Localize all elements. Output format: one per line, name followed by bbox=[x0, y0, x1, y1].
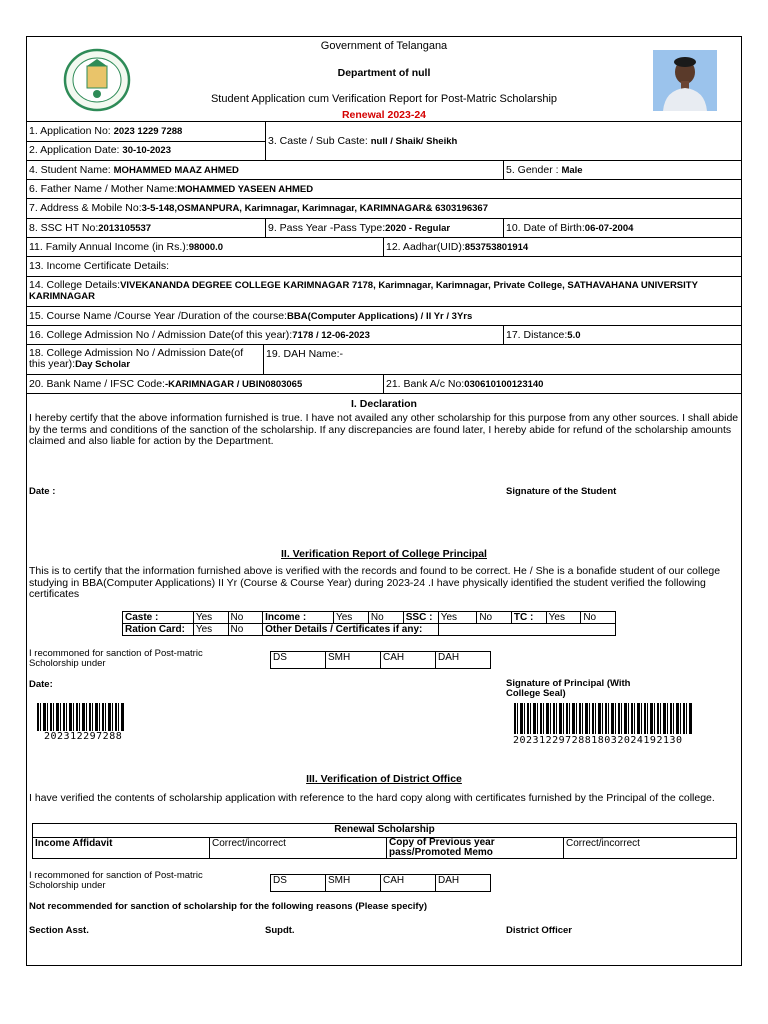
affidavit-status: Correct/incorrect bbox=[210, 838, 387, 859]
student-name-field: 4. Student Name: MOHAMMED MAAZ AHMED bbox=[29, 164, 239, 176]
row-divider bbox=[26, 141, 265, 142]
dob-field: 10. Date of Birth:06-07-2004 bbox=[506, 222, 634, 234]
smh-cell: SMH bbox=[326, 652, 381, 669]
course-field: 15. Course Name /Course Year /Duration of the course:BBA(Computer Applications) / II Yr / 3Yrs bbox=[29, 310, 473, 322]
principal-scheme-table bbox=[270, 651, 491, 669]
memo-label: Copy of Previous year pass/Promoted Memo bbox=[387, 838, 564, 859]
row-divider bbox=[26, 198, 742, 199]
pass-year-field: 9. Pass Year -Pass Type:2020 - Regular bbox=[268, 222, 451, 234]
dah-cell: DAH bbox=[436, 652, 491, 669]
cah-cell: CAH bbox=[381, 652, 436, 669]
no-cell: No bbox=[581, 612, 616, 624]
yes-cell: Yes bbox=[193, 612, 228, 624]
no-cell: No bbox=[228, 612, 263, 624]
row-divider bbox=[26, 218, 742, 219]
yes-cell: Yes bbox=[546, 612, 581, 624]
income-field: 11. Family Annual Income (in Rs.):98000.0 bbox=[29, 241, 224, 253]
principal-recommend-text: I recommoned for sanction of Post-matric Scholorship under bbox=[29, 648, 203, 669]
no-cell: No bbox=[477, 612, 512, 624]
col-divider bbox=[503, 325, 504, 344]
income-cert-label: Income : bbox=[263, 612, 334, 624]
certificates-table bbox=[122, 611, 616, 636]
section-asst-label: Section Asst. bbox=[29, 925, 89, 936]
address-field: 7. Address & Mobile No:3-5-148,OSMANPURA, Karimnagar, Karimnagar, KARIMNAGAR& 6303196367 bbox=[29, 202, 488, 214]
application-date-field: 2. Application Date: 30-10-2023 bbox=[29, 144, 172, 156]
renewal-title: Renewal Scholarship bbox=[33, 824, 737, 838]
ds-cell: DS bbox=[271, 652, 326, 669]
college-details-field: 14. College Details:VIVEKANANDA DEGREE COLLEGE KARIMNAGAR 7178, Karimnagar, Karimnagar, Private College, SATHAVAHANA UNIVERSITY KARIMNAGAR bbox=[29, 279, 698, 302]
smh-cell: SMH bbox=[326, 875, 381, 892]
district-text: I have verified the contents of scholarship application with reference to the hard copy along with certificates furnished by the Principal of the college. bbox=[29, 792, 715, 804]
row-divider bbox=[26, 374, 742, 375]
row-divider bbox=[26, 393, 742, 394]
row-divider bbox=[26, 256, 742, 257]
barcode-report-text: 20231229728818032024192130 bbox=[513, 735, 683, 746]
application-no-field: 1. Application No: 2023 1229 7288 bbox=[29, 125, 183, 137]
ration-card-label: Ration Card: bbox=[123, 624, 194, 636]
other-details-label: Other Details / Certificates if any: bbox=[263, 624, 439, 636]
barcode-application bbox=[37, 703, 125, 731]
not-recommended-text: Not recommended for sanction of scholarship for the following reasons (Please specify) bbox=[29, 901, 428, 912]
aadhar-field: 12. Aadhar(UID):853753801914 bbox=[386, 241, 529, 253]
ssc-field: 8. SSC HT No:2013105537 bbox=[29, 222, 152, 234]
district-scheme-table bbox=[270, 874, 491, 892]
district-recommend-text: I recommoned for sanction of Post-matric Scholorship under bbox=[29, 870, 203, 891]
col-divider bbox=[265, 218, 266, 237]
dept-heading: Department of null bbox=[337, 67, 431, 79]
district-officer-label: District Officer bbox=[506, 925, 572, 936]
yes-cell: Yes bbox=[333, 612, 368, 624]
col-divider bbox=[263, 344, 264, 374]
row-divider bbox=[26, 276, 742, 277]
principal-signature-label: Signature of Principal (With College Seal) bbox=[506, 678, 631, 699]
declaration-title: I. Declaration bbox=[351, 398, 417, 410]
row-divider bbox=[26, 237, 742, 238]
income-certificate-field: 13. Income Certificate Details: bbox=[29, 260, 170, 272]
caste-field: 3. Caste / Sub Caste: null / Shaik/ Sheikh bbox=[268, 135, 458, 147]
declaration-text: I hereby certify that the above information furnished is true. I have not availed any other scholarship for this purpose from any other sources. I shall abide by the terms and conditions of the sanction of the scholarship. If any discrepancies are found later, I hereby abide for refund of the scholarship amounts claimed and also liable for action by the Department. bbox=[29, 412, 739, 447]
other-details-value bbox=[438, 624, 615, 636]
renewal-table bbox=[32, 823, 737, 859]
row-divider bbox=[26, 344, 742, 345]
ssc-cert-label: SSC : bbox=[403, 612, 438, 624]
ds-cell: DS bbox=[271, 875, 326, 892]
barcode-application-text: 202312297288 bbox=[44, 731, 123, 742]
row-divider bbox=[26, 325, 742, 326]
renewal-label: Renewal 2023-24 bbox=[341, 109, 427, 121]
col-divider bbox=[265, 121, 266, 160]
bank-field: 20. Bank Name / IFSC Code:-KARIMNAGAR / UBIN0803065 bbox=[29, 378, 303, 390]
dah-cell: DAH bbox=[436, 875, 491, 892]
cah-cell: CAH bbox=[381, 875, 436, 892]
col-divider bbox=[383, 237, 384, 256]
tc-cert-label: TC : bbox=[511, 612, 546, 624]
principal-date-label: Date: bbox=[29, 679, 53, 690]
col-divider bbox=[383, 374, 384, 393]
row-divider bbox=[26, 160, 742, 161]
gov-heading: Government of Telangana bbox=[320, 40, 448, 52]
yes-cell: Yes bbox=[438, 612, 477, 624]
caste-cert-label: Caste : bbox=[123, 612, 194, 624]
father-name-field: 6. Father Name / Mother Name:MOHAMMED YASEEN AHMED bbox=[29, 183, 314, 195]
no-cell: No bbox=[368, 612, 403, 624]
row-divider bbox=[26, 121, 742, 122]
account-field: 21. Bank A/c No:030610100123140 bbox=[386, 378, 544, 390]
row-divider bbox=[26, 306, 742, 307]
col-divider bbox=[503, 160, 504, 179]
declaration-date-label: Date : bbox=[29, 486, 56, 497]
student-signature-label: Signature of the Student bbox=[506, 486, 617, 497]
no-cell: No bbox=[228, 624, 263, 636]
district-section-title: III. Verification of District Office bbox=[306, 773, 462, 785]
yes-cell: Yes bbox=[193, 624, 228, 636]
barcode-report bbox=[514, 703, 692, 734]
distance-field: 17. Distance:5.0 bbox=[506, 329, 581, 341]
memo-status: Correct/incorrect bbox=[564, 838, 737, 859]
principal-section-title: II. Verification Report of College Principal bbox=[281, 548, 487, 560]
income-affidavit-label: Income Affidavit bbox=[33, 838, 210, 859]
principal-text: This is to certify that the information furnished above is verified with the records and found to be correct. He / She is a bonafide student of our college studying in BBA(Computer Applications) II Yr (Course & Course Year) during 2023-24 .I have physically identified the student verified the following certificates bbox=[29, 565, 721, 600]
dah-name-field: 19. DAH Name:- bbox=[266, 348, 344, 360]
supdt-label: Supdt. bbox=[265, 925, 295, 936]
gender-field: 5. Gender : Male bbox=[506, 164, 583, 176]
row-divider bbox=[26, 179, 742, 180]
admission-scholar-field: 18. College Admission No / Admission Date(of this year):Day Scholar bbox=[29, 347, 244, 370]
col-divider bbox=[503, 218, 504, 237]
admission-field: 16. College Admission No / Admission Date(of this year):7178 / 12-06-2023 bbox=[29, 329, 370, 341]
report-title: Student Application cum Verification Report for Post-Matric Scholarship bbox=[210, 93, 558, 105]
